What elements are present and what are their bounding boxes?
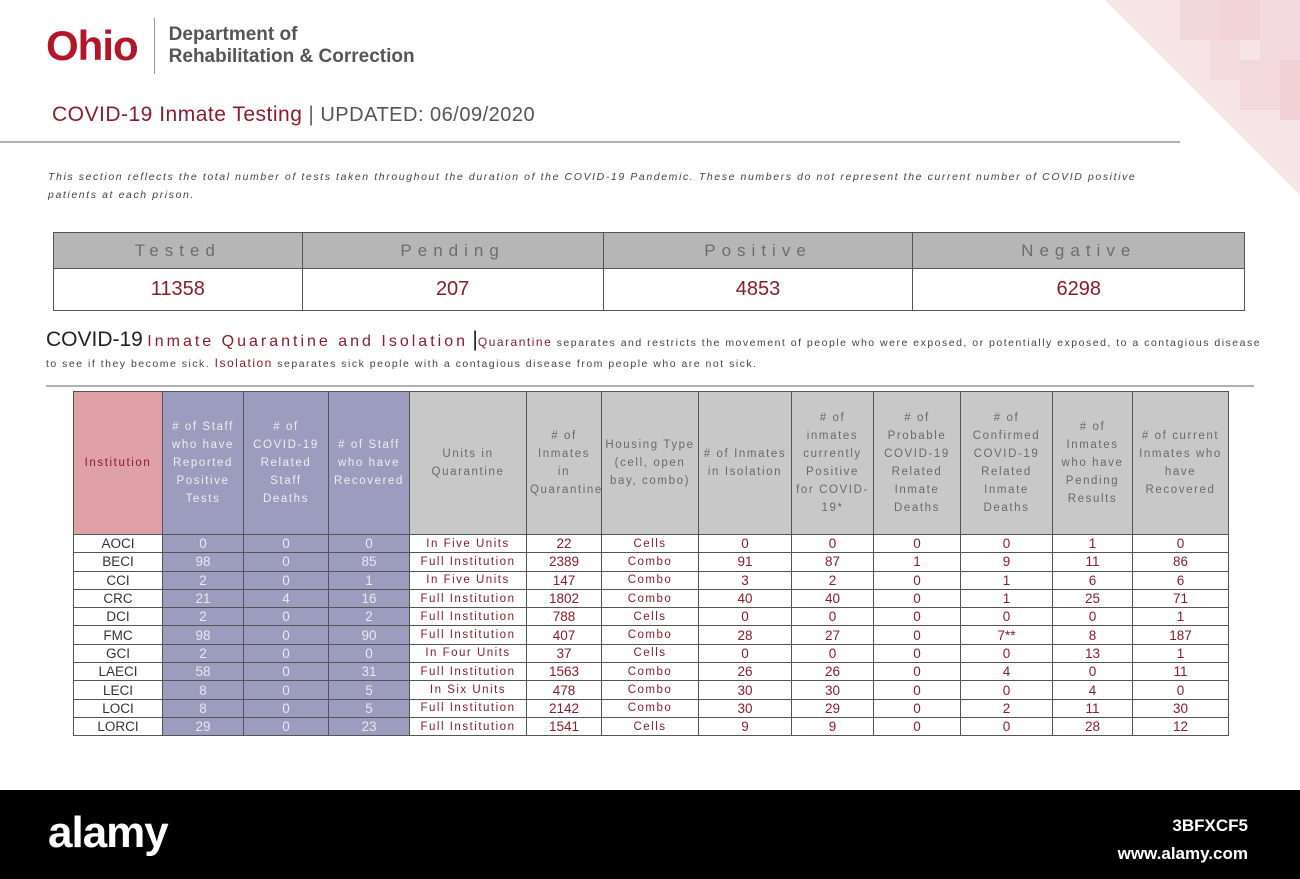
table-cell: 2 <box>329 608 410 626</box>
table-cell: 0 <box>874 717 961 735</box>
column-header: # of COVID-19 Related Staff Deaths <box>244 392 329 535</box>
column-header: Units in Quarantine <box>410 392 527 535</box>
quarantine-separator: | <box>472 328 478 351</box>
table-cell: 2 <box>792 571 874 589</box>
table-cell: 9 <box>792 717 874 735</box>
table-cell: 6 <box>1133 571 1229 589</box>
table-cell: 0 <box>874 626 961 644</box>
table-cell: 98 <box>163 553 244 571</box>
table-cell: 1 <box>961 589 1053 607</box>
table-cell: Cells <box>602 608 699 626</box>
table-cell: 5 <box>329 699 410 717</box>
institution-cell: CCI <box>74 571 163 589</box>
institution-cell: LECI <box>74 681 163 699</box>
value-positive: 4853 <box>603 269 913 311</box>
dept-line-1: Department of <box>168 24 298 45</box>
table-cell: 0 <box>874 644 961 662</box>
column-header: # of current Inmates who have Recovered <box>1133 392 1229 535</box>
quarantine-title-b: Inmate Quarantine and Isolation <box>147 333 468 350</box>
table-cell: 0 <box>874 663 961 681</box>
table-cell: Combo <box>602 589 699 607</box>
header-positive: Positive <box>603 233 913 269</box>
table-cell: 2 <box>961 699 1053 717</box>
table-cell: 0 <box>1133 681 1229 699</box>
ohio-logo <box>46 18 415 74</box>
table-cell: 0 <box>244 699 329 717</box>
table-cell: 2 <box>163 571 244 589</box>
table-cell: In Five Units <box>410 571 527 589</box>
table-cell: 40 <box>699 589 792 607</box>
table-cell: 11 <box>1133 663 1229 681</box>
dept-line-2: Rehabilitation & Correction <box>168 46 415 67</box>
table-cell: 0 <box>699 608 792 626</box>
table-cell: 8 <box>163 681 244 699</box>
table-cell: 2142 <box>527 699 602 717</box>
page-title <box>52 103 535 127</box>
table-cell: 30 <box>792 681 874 699</box>
table-cell: 0 <box>1133 535 1229 553</box>
table-cell: 5 <box>329 681 410 699</box>
institution-cell: DCI <box>74 608 163 626</box>
table-cell: 1563 <box>527 663 602 681</box>
table-cell: 0 <box>244 553 329 571</box>
updated-date: UPDATED: 06/09/2020 <box>320 104 536 126</box>
table-cell: 16 <box>329 589 410 607</box>
column-header: # of Confirmed COVID-19 Related Inmate Deaths <box>961 392 1053 535</box>
summary-header-row <box>54 233 1245 269</box>
table-cell: Cells <box>602 535 699 553</box>
table-cell: 4 <box>961 663 1053 681</box>
table-cell: 9 <box>961 553 1053 571</box>
table-cell: 90 <box>329 626 410 644</box>
table-cell: 40 <box>792 589 874 607</box>
table-cell: In Six Units <box>410 681 527 699</box>
table-body <box>74 535 1229 736</box>
table-cell: Combo <box>602 699 699 717</box>
column-header: # of Probable COVID-19 Related Inmate Deaths <box>874 392 961 535</box>
table-cell: 25 <box>1053 589 1133 607</box>
table-cell: 0 <box>961 644 1053 662</box>
table-cell: 0 <box>961 608 1053 626</box>
table-cell: 12 <box>1133 717 1229 735</box>
table-row <box>74 553 1229 571</box>
table-cell: 23 <box>329 717 410 735</box>
table-cell: 1 <box>1133 644 1229 662</box>
table-cell: 1 <box>874 553 961 571</box>
table-cell: 1802 <box>527 589 602 607</box>
table-cell: 91 <box>699 553 792 571</box>
institution-table <box>73 391 1229 736</box>
quarantine-heading <box>46 330 1266 374</box>
table-cell: 0 <box>244 535 329 553</box>
table-cell: 26 <box>699 663 792 681</box>
table-cell: In Four Units <box>410 644 527 662</box>
column-header: # of Staff who have Reported Positive Tests <box>163 392 244 535</box>
table-cell: 3 <box>699 571 792 589</box>
column-header: Institution <box>74 392 163 535</box>
table-cell: 8 <box>163 699 244 717</box>
table-cell: 0 <box>792 644 874 662</box>
table-cell: Full Institution <box>410 553 527 571</box>
table-header-row <box>74 392 1229 535</box>
table-cell: 0 <box>329 535 410 553</box>
table-cell: 0 <box>874 535 961 553</box>
column-header: # of Inmates in Quarantine <box>527 392 602 535</box>
institution-cell: BECI <box>74 553 163 571</box>
table-cell: 2 <box>163 644 244 662</box>
table-cell: 11 <box>1053 699 1133 717</box>
intro-text: This section reflects the total number of tests taken throughout the duration of the COVID-19 Pandemic. These numbers do not represent the current number of COVID positive patients at each prison. <box>48 171 1137 201</box>
table-cell: 1 <box>1133 608 1229 626</box>
institution-cell: LORCI <box>74 717 163 735</box>
institution-cell: FMC <box>74 626 163 644</box>
table-cell: 0 <box>1053 663 1133 681</box>
institution-cell: LOCI <box>74 699 163 717</box>
table-cell: 187 <box>1133 626 1229 644</box>
table-cell: 2 <box>163 608 244 626</box>
table-cell: 21 <box>163 589 244 607</box>
value-pending: 207 <box>302 269 603 311</box>
watermark-info <box>1118 812 1248 868</box>
table-cell: 11 <box>1053 553 1133 571</box>
table-cell: Combo <box>602 553 699 571</box>
table-row <box>74 663 1229 681</box>
column-header: # of Staff who have Recovered <box>329 392 410 535</box>
table-cell: 37 <box>527 644 602 662</box>
table-cell: 0 <box>163 535 244 553</box>
table-cell: 27 <box>792 626 874 644</box>
table-cell: 0 <box>792 608 874 626</box>
logo-wordmark: Ohio <box>46 22 138 69</box>
institution-cell: LAECI <box>74 663 163 681</box>
table-cell: 28 <box>1053 717 1133 735</box>
table-cell: 7** <box>961 626 1053 644</box>
table-cell: 1 <box>1053 535 1133 553</box>
table-row <box>74 681 1229 699</box>
column-header: # of Inmates in Isolation <box>699 392 792 535</box>
table-row <box>74 717 1229 735</box>
table-cell: 22 <box>527 535 602 553</box>
institution-cell: CRC <box>74 589 163 607</box>
table-cell: 0 <box>961 681 1053 699</box>
table-cell: 0 <box>874 571 961 589</box>
table-cell: 31 <box>329 663 410 681</box>
department-name <box>169 24 415 68</box>
table-cell: 0 <box>961 535 1053 553</box>
quarantine-title-a: COVID-19 <box>46 328 143 351</box>
table-cell: 0 <box>244 571 329 589</box>
table-cell: 30 <box>1133 699 1229 717</box>
institution-cell: AOCI <box>74 535 163 553</box>
table-row <box>74 626 1229 644</box>
table-cell: 58 <box>163 663 244 681</box>
table-cell: 1541 <box>527 717 602 735</box>
table-cell: Combo <box>602 626 699 644</box>
table-row <box>74 571 1229 589</box>
table-cell: 2389 <box>527 553 602 571</box>
table-cell: 0 <box>961 717 1053 735</box>
table-cell: Full Institution <box>410 626 527 644</box>
table-cell: 85 <box>329 553 410 571</box>
table-row <box>74 608 1229 626</box>
table-cell: 1 <box>329 571 410 589</box>
table-row <box>74 699 1229 717</box>
table-cell: 26 <box>792 663 874 681</box>
table-cell: Full Institution <box>410 717 527 735</box>
logo-divider <box>154 18 155 74</box>
watermark-band <box>0 790 1300 879</box>
table-cell: 8 <box>1053 626 1133 644</box>
institution-cell: GCI <box>74 644 163 662</box>
divider-line <box>0 141 1180 143</box>
table-cell: 0 <box>874 589 961 607</box>
table-cell: Full Institution <box>410 663 527 681</box>
table-cell: 30 <box>699 699 792 717</box>
table-cell: 87 <box>792 553 874 571</box>
table-cell: Cells <box>602 717 699 735</box>
header-negative: Negative <box>913 233 1245 269</box>
header-tested: Tested <box>54 233 303 269</box>
table-cell: 4 <box>1053 681 1133 699</box>
table-cell: 0 <box>792 535 874 553</box>
table-cell: Full Institution <box>410 699 527 717</box>
table-row <box>74 589 1229 607</box>
title-main: COVID-19 Inmate Testing <box>52 103 303 126</box>
table-cell: 0 <box>244 663 329 681</box>
table-cell: 478 <box>527 681 602 699</box>
summary-value-row <box>54 269 1245 311</box>
header-pending: Pending <box>302 233 603 269</box>
quarantine-definition: separates and restricts the movement of people who were exposed, or potentially exposed, to a contagious disease to see if they become sick. <box>46 337 1262 370</box>
table-cell: In Five Units <box>410 535 527 553</box>
column-header: # of Inmates who have Pending Results <box>1053 392 1133 535</box>
table-cell: 71 <box>1133 589 1229 607</box>
isolation-definition: separates sick people with a contagious disease from people who are not sick. <box>272 358 758 370</box>
divider-line <box>46 385 1254 387</box>
table-cell: Combo <box>602 571 699 589</box>
table-cell: 788 <box>527 608 602 626</box>
table-cell: 0 <box>699 644 792 662</box>
keyword-quarantine: Quarantine <box>477 335 553 349</box>
table-row <box>74 644 1229 662</box>
keyword-isolation: Isolation <box>214 356 273 370</box>
table-cell: 147 <box>527 571 602 589</box>
table-cell: Cells <box>602 644 699 662</box>
watermark-site: www.alamy.com <box>1117 844 1248 863</box>
table-cell: 0 <box>699 535 792 553</box>
table-cell: 29 <box>792 699 874 717</box>
table-cell: 0 <box>874 681 961 699</box>
table-cell: 30 <box>699 681 792 699</box>
table-cell: 0 <box>244 644 329 662</box>
watermark-image-id: 3BFXCF5 <box>1172 816 1248 835</box>
table-cell: 13 <box>1053 644 1133 662</box>
table-cell: Full Institution <box>410 608 527 626</box>
table-cell: 29 <box>163 717 244 735</box>
table-cell: 9 <box>699 717 792 735</box>
column-header: # of inmates currently Positive for COVID-19* <box>792 392 874 535</box>
table-cell: 0 <box>244 717 329 735</box>
table-cell: 407 <box>527 626 602 644</box>
table-cell: 0 <box>244 608 329 626</box>
table-cell: 0 <box>244 681 329 699</box>
value-negative: 6298 <box>913 269 1245 311</box>
table-cell: 0 <box>329 644 410 662</box>
table-cell: Combo <box>602 681 699 699</box>
table-cell: 0 <box>874 699 961 717</box>
table-cell: Combo <box>602 663 699 681</box>
table-cell: 28 <box>699 626 792 644</box>
value-tested: 11358 <box>54 269 303 311</box>
table-cell: 4 <box>244 589 329 607</box>
table-cell: 1 <box>961 571 1053 589</box>
table-row <box>74 535 1229 553</box>
table-cell: 0 <box>874 608 961 626</box>
table-cell: 0 <box>1053 608 1133 626</box>
column-header: Housing Type (cell, open bay, combo) <box>602 392 699 535</box>
table-cell: 0 <box>244 626 329 644</box>
table-cell: 98 <box>163 626 244 644</box>
table-cell: 86 <box>1133 553 1229 571</box>
table-cell: Full Institution <box>410 589 527 607</box>
title-separator: | <box>308 103 315 126</box>
table-cell: 6 <box>1053 571 1133 589</box>
watermark-logo: alamy <box>48 808 168 857</box>
testing-summary-table <box>53 232 1245 311</box>
